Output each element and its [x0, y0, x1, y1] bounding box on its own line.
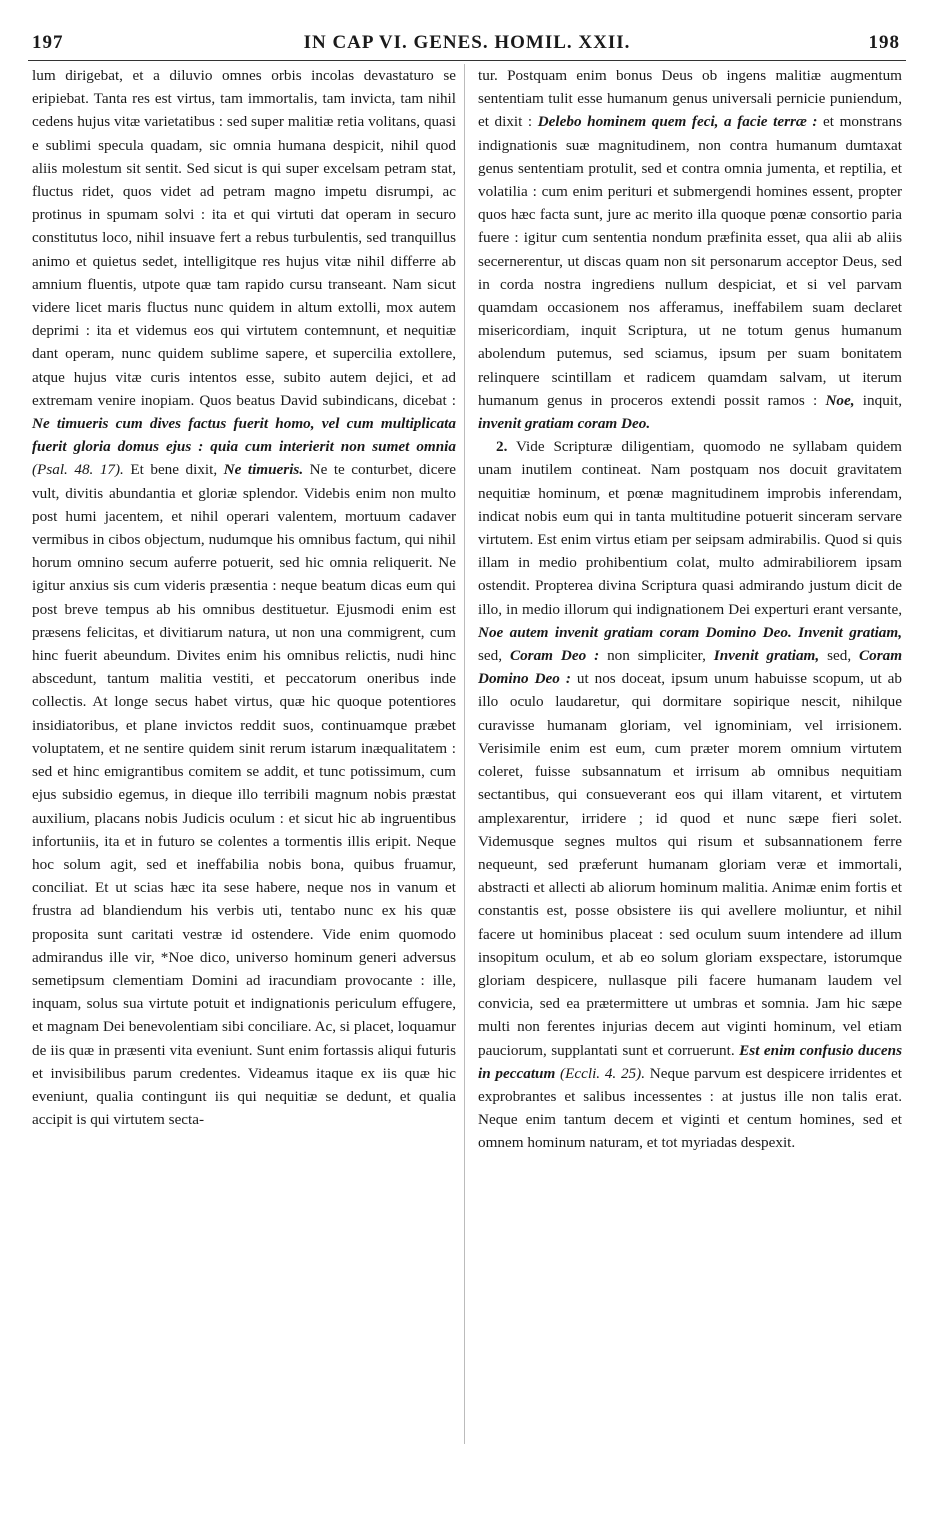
text-run: Ne te conturbet, dicere vult, divitis abundantia et gloriæ splendor. Videbis enim non multo post humi jacentem, et nihil operari valentem, mortuum cadaver vermibus in cibos objectum, nudumque his omnibus factum, qui nihil horum omnino secum auferre potuerit, sed hic omnia reliquerit. Ne igitur anxius sis cum videris præsentia : neque beatum dicas eum qui post breve tempus ab his omnibus destituetur. Ejusmodi enim est præsens felicitas, et divitiarum natura, ut non una commigrent, cum hinc fuerit abeundum. Divites enim his omnibus relictis, nudi hinc abscedunt, tantum malitia vestiti, et peccatorum oneribus inde collectis. At longe secus habet virtus, quæ hic quoque potentiores insidiatoribus, et plane invictos reddit suos, continuamque præbet voluptatem, et ne sentire quidem sinit rerum istarum inæqualitatem : sed et hinc emigrantibus comitem se addit, et tunc potissimum, cum ejus subsidio egemus, in dieque illo terribili magnum nobis præstat auxilium, placans nobis Judicis oculum : et sicut hic ab ingruentibus infortuniis, ita et in futuro se colentes a tormentis illis eripit. Neque hoc solum agit, sed et ineffabilia nobis bona, quibus fruamur, conciliat. Et ut scias hæc ita sese habere, neque nos in vanum et frustra ad blandiendum his verbis uti, tentabo nunc ex his quæ proposita sunt caritati vestræ id ostendere. Vide enim quomodo admirandus ille vir, *Noe dico, universo hominum generi adversus semetipsum clementiam Domini ad iracundiam provocante : ille, inquam, solus sua virtute potuit et indignationis periculum effugere, et magnam Dei benevolentiam sibi conciliare. Ac, si placet, loquamur de iis quæ in præsenti vita eveniunt. Sunt enim fortassis aliqui futuris et invisibilibus parum credentes. Videamus itaque ex iis quæ hic eveniunt, qualia contingunt iis qui nequitiæ se dedunt, et qualia accipit is qui virtutem secta-	[32, 461, 457, 1129]
page-number-left: 197	[32, 32, 64, 53]
right-paragraph-2	[478, 435, 902, 1154]
text-run: Et bene dixit,	[130, 461, 218, 479]
scripture-reference: (Eccli. 4. 25).	[560, 1064, 646, 1082]
text-columns	[28, 64, 904, 1524]
scripture-quote: invenit gratiam coram Deo.	[478, 415, 651, 433]
scripture-quote: Noe autem invenit gratiam coram Domino Deo. Invenit gratiam,	[478, 623, 902, 641]
text-run: sed,	[478, 647, 503, 665]
text-run: ut nos doceat, ipsum unum habuisse scopum, ut ab illo oculo laudaretur, qui dormitare sopirique nescit, nihilque curavisse humanam gloriam, vel ignominiam, vel irrisionem. Verisimile enim est eum, cum præter morem omnium virtutem coleret, fuisse subsannatum et irrisum ab omnibus nequitiam sectantibus, qui consueverant eos qui illam vitarent, et virtutem amplexarentur, irridere ; id quod et nunc sæpe fieri solet. Videmusque segnes multos qui risum et subsannationem ferre nequeunt, sed præferunt humanam gloriam veræ et immortali, abstracti et allecti ab aliorum hominum malitia. Animæ enim fortis et constantis est, posse obsistere iis qui avellere moliuntur, et nihil facere ut hominibus placeat : sed oculum suum intendere ad illum insopitum oculum, et ab eo solum gloriam exspectare, istorumque gloriam despicere, nullasque pili facere humanam laudem vel convicia, sed ea prætermittere ut umbras et somnia. Jam hic sæpe multi non ferentes injurias decem aut viginti hominum, vel etiam pauciorum, supplantati sunt et corruerunt.	[478, 670, 903, 1059]
text-run: tur. Postquam enim bonus Deus ob ingens malitiæ augmentum sententiam tulit esse humanum genus universali pernicie puniendum, et dixit :	[478, 67, 902, 131]
scripture-quote: Ne timueris.	[223, 461, 304, 479]
scripture-quote: Delebo hominem quem feci, a facie terræ :	[537, 113, 818, 131]
right-column	[478, 64, 902, 1155]
scripture-quote: Ne timueris cum dives factus fuerit homo, vel cum multiplicata fuerit gloria domus ejus : quia cum interierit non sumet omnia	[32, 415, 456, 456]
page-number-right: 198	[868, 32, 900, 53]
text-run: Vide Scripturæ diligentiam, quomodo ne syllabam quidem unam inutilem contineat. Nam postquam nos docuit gravitatem nequitiæ hominum, et pœnæ magnitudinem improbis inferendam, indicat nobis eum qui in tanta multitudine potuerit sinceram servare virtutem. Est enim virtus etiam per seipsam admirabilis. Quod si quis illam in medio prohibentium colat, multo admirabiliorem ipsam ostendit. Propterea divina Scriptura quasi admirando justum dicit de illo, in medio illorum qui indignationem Dei experturi erant versante,	[478, 438, 902, 618]
text-run: non simpliciter,	[607, 647, 706, 665]
text-run: inquit,	[862, 391, 903, 409]
scripture-reference: (Psal. 48. 17).	[32, 461, 124, 479]
scripture-quote: Noe,	[825, 391, 855, 409]
scripture-quote: Est enim confusio ducens in peccatum	[478, 1041, 903, 1082]
text-run: Neque parvum est despicere irridentes et exprobrantes et salibus incessentes : at justus ille non talis erat. Neque enim tantum decem et viginti et centum homines, sed et omnem hominum naturam, et tot myriadas despexit.	[478, 1064, 903, 1152]
right-paragraph-1	[478, 64, 902, 435]
running-title: IN CAP VI. GENES. HOMIL. XXII.	[303, 32, 631, 53]
text-run: et monstrans indignationis suæ magnitudinem, non contra humanum dumtaxat genus sententiam protulit, sed et contra omnia jumenta, et reptilia, et volatilia : cum enim perituri et submergendi homines essent, propter quos hæc facta sunt, jure ac merito illa quoque pœnæ consortio paria fuere : igitur cum sententia nondum præfinita esset, qua alii ab aliis secernerentur, ut discas quam non sit personarum acceptor Deus, sed in corda nostra ingrediens nullum despiciat, et si vel parvam quamdam occasionem nos afferamus, ineffabilem suam declaret misericordiam, inquit Scriptura, ut ne totum genus humanum abolendum putemus, sed sciamus, ipsum per suam bonitatem relinquere scintillam et radicem quamdam salvam, ut iterum humanum genus in proceros extendi possit ramos :	[478, 113, 903, 409]
scripture-quote: Invenit gratiam,	[713, 647, 820, 665]
scripture-quote: Coram Deo :	[509, 647, 600, 665]
scripture-quote: Coram Domino Deo :	[478, 647, 903, 688]
left-paragraph	[32, 64, 456, 1131]
text-run: sed,	[827, 647, 852, 665]
text-run: lum dirigebat, et a diluvio omnes orbis incolas devastaturo se eripiebat. Tanta res est virtus, tam immortalis, tam invicta, tam nihil cedens hujus vitæ varietatibus : sed super malitiæ retia volitans, quasi e sublimi specula quadam, sic omnia humana despicit, nihil quod aliis molestum sit sentit. Sed sicut is qui super excelsam petram stat, fluctus ridet, quos videt ad petram magno impetu disrumpi, ac protinus in spumam solvi : ita et qui virtuti dat operam in securo constitutus loco, nihil insuave fert a rebus turbulentis, sed tranquillus animo et quietus sedet, intelligitque res hujus vitæ nihil differre ab amnium fluentis, utpote quæ tam rapido cursu transeant. Nam sicut videre licet maris fluctus nunc quidem in altum extolli, mox autem deprimi : ita et videmus eos qui virtutem contemnunt, et nequitiæ dant operam, nunc quidem sublime sapere, et supercilia extollere, atque hujus vitæ curis intentos esse, subito autem dejici, et ad extremam venire inopiam. Quos beatus David subindicans, dicebat :	[32, 67, 456, 409]
left-column	[32, 64, 456, 1131]
section-number: 2.	[496, 438, 508, 456]
running-header	[28, 26, 906, 61]
